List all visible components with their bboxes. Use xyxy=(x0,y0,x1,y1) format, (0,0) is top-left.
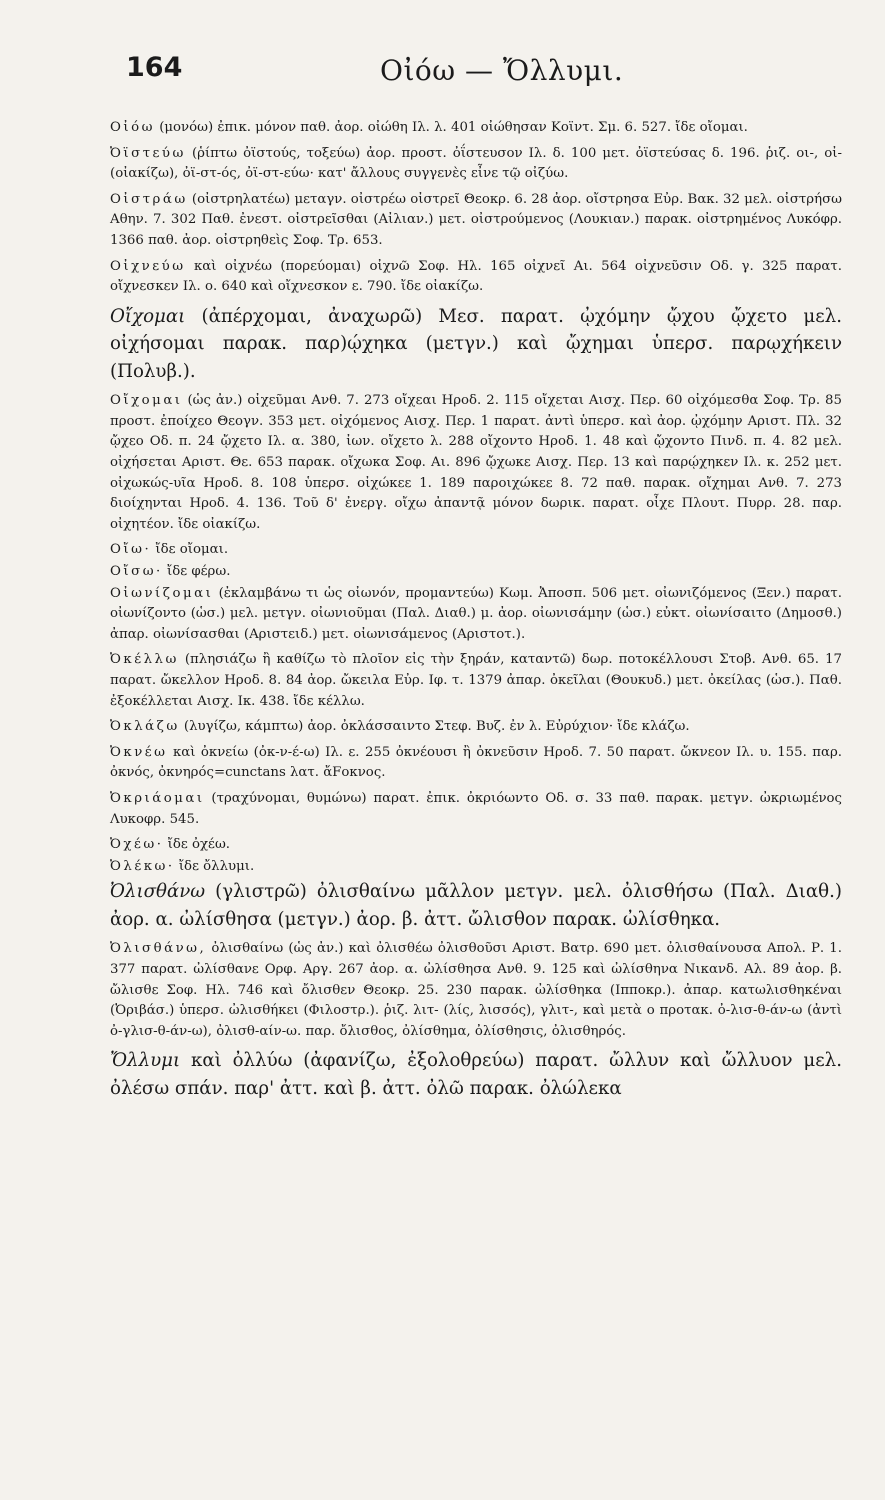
dictionary-entry xyxy=(110,789,842,830)
headword: Ὀλισθάνω xyxy=(110,881,206,903)
dictionary-entry xyxy=(110,857,842,878)
page-number: 164 xyxy=(126,52,183,83)
headword: Οἴχομαι xyxy=(110,393,183,409)
dictionary-entry xyxy=(110,190,842,252)
headword: Οἰχνεύω xyxy=(110,258,186,274)
entry-text: καὶ οἰχνέω (πορεύομαι) οἰχνῶ Σοφ. Ηλ. 165 οἰχνεῖ Αι. 564 οἰχνεῦσιν Οδ. γ. 325 παρατ. οἴχνεσκεν Ιλ. ο. 640 καὶ οἴχνεσκον ε. 790. ἴδε οἰακίζω. xyxy=(110,258,842,295)
headword: Ὀκλάζω xyxy=(110,719,180,735)
dictionary-entry xyxy=(110,650,842,712)
headword: Οἴσω· xyxy=(110,564,163,579)
headword: Ὄλλυμι xyxy=(110,1050,181,1072)
entry-text: ἴδε φέρω. xyxy=(167,564,231,579)
dictionary-entry xyxy=(110,303,842,386)
headword: Οἴω· xyxy=(110,542,152,558)
dictionary-entry xyxy=(110,584,842,646)
dictionary-entry xyxy=(110,118,842,139)
dictionary-body xyxy=(110,118,842,1108)
entry-text: ὀλισθαίνω (ὡς ἀν.) καὶ ὀλισθέω ὀλισθοῦσι Αριστ. Βατρ. 690 μετ. ὀλισθαίνουσα Απολ. Ρ. 1. 377 παρατ. ὠλίσθανε Ορφ. Αργ. 267 ἀορ. α. ὠλίσθησα Ανθ. 9. 125 καὶ ὠλίσθηνα Νικανδ. Αλ. 89 ἀορ. β. ὤλισθε Σοφ. Ηλ. 746 καὶ ὄλισθεν Θεοκρ. 25. 230 παρακ. ὠλίσθηκα (Ιπποκρ.). ἀπαρ. κατωλισθηκέναι (Ὀριβάσ.) ὑπερσ. ὠλισθήκει (Φιλοστρ.). ῥιζ. λιτ- (λίς, λισσός), γλιτ-, καὶ μετὰ ο προτακ. ὀ-λισ-θ-άν-ω (ἀντὶ ὀ-γλισ-θ-άν-ω), ὀλισθ-αίν-ω. παρ. ὄλισθος, ὀλίσθημα, ὀλίσθησις, ὀλισθηρός. xyxy=(110,941,842,1039)
dictionary-entry xyxy=(110,717,842,738)
entry-text: ἴδε οἴομαι. xyxy=(155,542,229,558)
entry-text: ἴδε ὀχέω. xyxy=(167,837,231,853)
dictionary-entry xyxy=(110,540,842,561)
dictionary-entry xyxy=(110,144,842,185)
entry-text: (μονόω) ἐπικ. μόνον παθ. ἀορ. οἰώθη Ιλ. λ. 401 οἰώθησαν Κοϊντ. Σμ. 6. 527. ἴδε οἴομαι. xyxy=(159,120,748,135)
headword: Οἰωνίζομαι xyxy=(110,585,214,601)
entry-text: (ὡς ἀν.) οἰχεῦμαι Ανθ. 7. 273 οἴχεαι Ηροδ. 2. 115 οἴχεται Αισχ. Περ. 60 οἰχόμεσθα Σοφ. Τρ. 85 προστ. ἐποίχεο Θεογν. 353 μετ. οἰχόμενος Αισχ. Περ. 1 παρατ. ἀντὶ ὑπερσ. καὶ ἀορ. ᾠχόμην Αριστ. Πλ. 32 ᾤχεο Οδ. π. 24 ᾤχετο Ιλ. α. 380, ἰων. οἴχετο λ. 288 οἴχοντο Ηροδ. 1. 48 καὶ ᾤχοντο Πινδ. π. 4. 82 μελ. οἰχήσεται Αριστ. Θε. 653 παρακ. οἴχωκα Σοφ. Αι. 896 ᾤχωκε Αισχ. Περ. 13 καὶ παρῴχηκεν Ιλ. κ. 252 μετ. οἰχωκώς-υῖα Ηροδ. 8. 108 ὑπερσ. οἰχώκεε 1. 189 παροιχώκεε 8. 72 παθ. παρακ. οἴχημαι Ανθ. 7. 273 διοίχηνται Ηροδ. 4. 136. Τοῦ δ' ἐνεργ. οἴχω ἀπαντᾷ μόνον δωρικ. παρατ. οἶχε Πλουτ. Πυρρ. 28. παρ. οἰχητέον. ἴδε οἰακίζω. xyxy=(110,393,842,532)
dictionary-entry xyxy=(110,391,842,535)
dictionary-entry xyxy=(110,562,842,583)
entry-text: (γλιστρῶ) ὀλισθαίνω μᾶλλον μετγν. μελ. ὀλισθήσω (Παλ. Διαθ.) ἀορ. α. ὠλίσθησα (μετγν.) ἀορ. β. ἀττ. ὤλισθον παρακ. ὠλίσθηκα. xyxy=(110,881,842,930)
headword: Ὀϊστεύω xyxy=(110,145,186,161)
dictionary-entry xyxy=(110,939,842,1042)
headword: Ὀλισθάνω, xyxy=(110,941,207,957)
entry-text: (πλησιάζω ἢ καθίζω τὸ πλοῖον εἰς τὴν ξηράν, καταντῶ) δωρ. ποτοκέλλουσι Στοβ. Ανθ. 65. 17 παρατ. ὤκελλον Ηροδ. 8. 84 ἀορ. ὤκειλα Εὐρ. Ιφ. τ. 1379 ἀπαρ. ὀκεῖλαι (Θουκυδ.) μετ. ὀκείλας (ὡσ.). Παθ. ἐξοκέλλεται Αισχ. Ικ. 438. ἴδε κέλλω. xyxy=(110,652,842,709)
entry-text: (τραχύνομαι, θυμώνω) παρατ. ἐπικ. ὀκριόωντο Οδ. σ. 33 παθ. παρακ. μετγν. ὠκριωμένος Λυκοφρ. 545. xyxy=(110,790,842,827)
headword: Οἰστράω xyxy=(110,191,188,207)
entry-text: ἴδε ὄλλυμι. xyxy=(178,858,255,874)
headword: Ὀκνέω xyxy=(110,744,168,760)
dictionary-entry xyxy=(110,835,842,856)
entry-text: (ῥίπτω ὀϊστούς, τοξεύω) ἀορ. προστ. ὀΐστευσον Ιλ. δ. 100 μετ. ὀϊστεύσας δ. 196. ῥιζ. οι-, οἰ- (οἰακίζω), ὀϊ-στ-ός, ὀϊ-στ-εύω· κατ' ἄλλους συγγενὲς εἶνε τῷ οἰζύω. xyxy=(110,145,842,182)
dictionary-entry xyxy=(110,743,842,784)
entry-text: (οἰστρηλατέω) μεταγν. οἰστρέω οἰστρεῖ Θεοκρ. 6. 28 ἀορ. οἴστρησα Εὐρ. Βακ. 32 μελ. οἰστρήσω Αθην. 7. 302 Παθ. ἐνεστ. οἰστρεῖσθαι (Αἰλιαν.) μετ. οἰστρούμενος (Λουκιαν.) παρακ. οἰστρημένος Λυκόφρ. 1366 παθ. ἀορ. οἰστρηθεὶς Σοφ. Τρ. 653. xyxy=(110,191,842,248)
entry-text: (ἐκλαμβάνω τι ὡς οἰωνόν, προμαντεύω) Κωμ. Ἀποσπ. 506 μετ. οἰωνιζόμενος (Ξεν.) παρατ. οἰωνίζοντο (ὡσ.) μελ. μετγν. οἰωνιοῦμαι (Παλ. Διαθ.) μ. ἀορ. οἰωνισάμην (ὡσ.) εὐκτ. οἰωνίσαιτο (Δημοσθ.) ἀπαρ. οἰωνίσασθαι (Αριστειδ.) μετ. οἰωνισάμενος (Αριστοτ.). xyxy=(110,585,842,642)
entry-text: καὶ ὀκνείω (ὀκ-ν-έ-ω) Ιλ. ε. 255 ὀκνέουσι ἢ ὀκνεῦσιν Ηροδ. 7. 50 παρατ. ὤκνεον Ιλ. υ. 155. παρ. ὀκνός, ὀκνηρός=cunctans λατ. ἄFοκνος. xyxy=(110,744,842,781)
dictionary-entry xyxy=(110,878,842,933)
running-title: Οἰόω — Ὄλλυμι. xyxy=(380,54,624,87)
dictionary-entry xyxy=(110,1047,842,1102)
headword: Ὀλέκω· xyxy=(110,858,175,874)
entry-text: (λυγίζω, κάμπτω) ἀορ. ὀκλάσσαιντο Στεφ. Βυζ. ἐν λ. Εὐρύχιον· ἴδε κλάζω. xyxy=(183,719,690,735)
page-header xyxy=(126,52,845,102)
headword: Ὀκριάομαι xyxy=(110,790,205,806)
headword: Οἴχομαι xyxy=(110,305,186,327)
headword: Οἰόω xyxy=(110,120,155,135)
headword: Ὀκέλλω xyxy=(110,652,179,668)
dictionary-entry xyxy=(110,257,842,298)
entry-text: (ἀπέρχομαι, ἀναχωρῶ) Μεσ. παρατ. ᾠχόμην ᾤχου ᾤχετο μελ. οἰχήσομαι παρακ. παρ)ῴχηκα (μετγν.) καὶ ᾤχημαι ὑπερσ. παρῳχήκειν (Πολυβ.). xyxy=(110,305,842,382)
entry-text: καὶ ὀλλύω (ἀφανίζω, ἐξολοθρεύω) παρατ. ὤλλυν καὶ ὤλλυον μελ. ὀλέσω σπάν. παρ' ἀττ. καὶ β. ἀττ. ὀλῶ παρακ. ὀλώλεκα xyxy=(110,1050,842,1099)
headword: Ὀχέω· xyxy=(110,837,164,853)
